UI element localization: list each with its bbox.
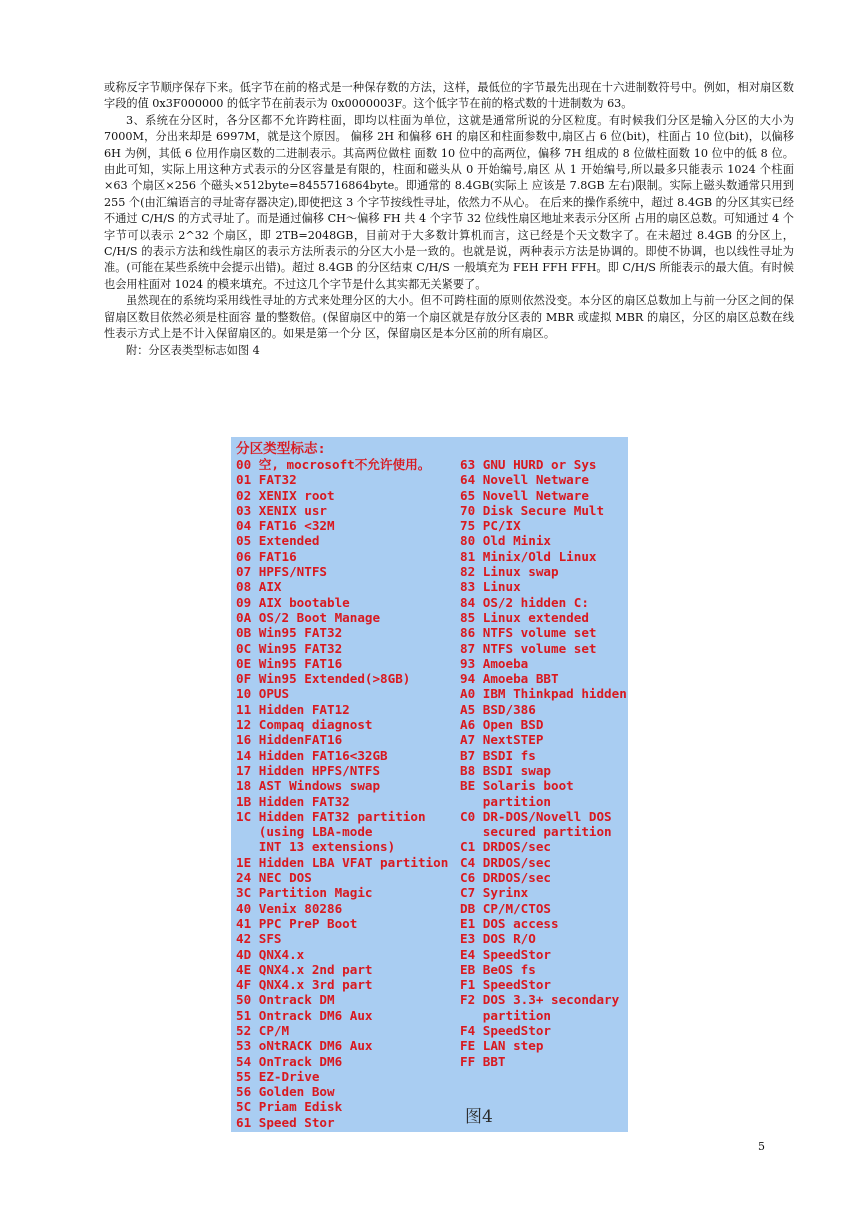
left-entry: 08 AIX: [236, 579, 282, 595]
right-entry: 81 Minix/Old Linux: [460, 548, 597, 564]
right-entry: E3 DOS R/O: [460, 931, 536, 947]
right-entry: F1 SpeedStor: [460, 977, 551, 993]
left-entry: 24 NEC DOS: [236, 870, 312, 886]
page-number: 5: [758, 1140, 765, 1153]
right-entry: A5 BSD/386: [460, 701, 536, 717]
left-entry: 53 oNtRACK DM6 Aux: [236, 1038, 373, 1054]
paragraph-4: 附：分区表类型标志如图 4: [126, 343, 260, 357]
left-entry: 16 HiddenFAT16: [236, 732, 343, 748]
left-entry: 0F Win95 Extended(>8GB): [236, 671, 411, 687]
right-entry: B7 BSDI fs: [460, 747, 536, 763]
right-entry: partition: [460, 1007, 551, 1023]
left-entry: 52 CP/M: [236, 1022, 290, 1038]
right-entry: C6 DRDOS/sec: [460, 870, 551, 886]
left-entry: 11 Hidden FAT12: [236, 701, 350, 717]
left-entry: 50 Ontrack DM: [236, 992, 335, 1008]
left-entry: 01 FAT32: [236, 472, 297, 488]
left-entry: 55 EZ-Drive: [236, 1068, 320, 1084]
right-entry: 85 Linux extended: [460, 609, 589, 625]
right-entry: E4 SpeedStor: [460, 946, 551, 962]
body-text: [104, 80, 794, 359]
left-column: [236, 457, 456, 1130]
left-entry: 40 Venix 80286: [236, 900, 343, 916]
left-entry: 1E Hidden LBA VFAT partition: [236, 854, 449, 870]
right-entry: B8 BSDI swap: [460, 762, 551, 778]
right-entry: C7 Syrinx: [460, 885, 529, 901]
right-entry: 70 Disk Secure Mult: [460, 502, 605, 518]
right-entry: 93 Amoeba: [460, 655, 529, 671]
left-entry: 0C Win95 FAT32: [236, 640, 343, 656]
left-entry: INT 13 extensions): [236, 839, 396, 855]
paragraph-3: 虽然现在的系统均采用线性寻址的方式来处理分区的大小。但不可跨柱面的原则依然没变。本分区的扇区总数加上与前一分区之间的保留扇区数目依然必须是柱面容 量的整数倍。(保留扇区中的第一个扇区就是存放分区表的 MBR 或虚拟 MBR 的扇区，分区的扇区总数在线性表示方式上是不计入保留扇区的。如果是第一个分 区，保留扇区是本分区前的所有扇区。: [104, 294, 794, 341]
paragraph-2: 3、系统在分区时，各分区都不允许跨柱面，即均以柱面为单位，这就是通常所说的分区粒度。有时候我们分区是输入分区的大小为 7000M，分出来却是 6997M，就是这个原因。 偏移 2H 和偏移 6H 的扇区和柱面参数中,扇区占 6 位(bit)，柱面占 10 位(bit)，以偏移 6H 为例，其低 6 位用作扇区数的二进制表示。其高两位做柱 面数 10 位中的高两位，偏移 7H 组成的 8 位做柱面数 10 位中的低 8 位。由此可知，实际上用这种方式表示的分区容量是有限的，柱面和磁头从 0 开始编号,扇区 从 1 开始编号,所以最多只能表示 1024 个柱面×63 个扇区×256 个磁头×512byte=8455716864byte。即通常的 8.4GB(实际上 应该是 7.8GB 左右)限制。实际上磁头数通常只用到 255 个(由汇编语言的寻址寄存器决定),即使把这 3 个字节按线性寻址，依然力不从心。 在后来的操作系统中，超过 8.4GB 的分区其实已经不通过 C/H/S 的方式寻址了。而是通过偏移 CH～偏移 FH 共 4 个字节 32 位线性扇区地址来表示分区所 占用的扇区总数。可知通过 4 个字节可以表示 2^32 个扇区，即 2TB=2048GB，目前对于大多数计算机而言，这已经是个天文数字了。在未超过 8.4GB 的分区上，C/H/S 的表示方法和线性扇区的表示方法所表示的分区大小是一致的。也就是说，两种表示方法是协调的。即使不协调，也以线性寻址为 准。(可能在某些系统中会提示出错)。超过 8.4GB 的分区结束 C/H/S 一般填充为 FEH FFH FFH。即 C/H/S 所能表示的最大值。有时候也会用柱面对 1024 的模来填充。不过这几个字节是什么其实都无关紧要了。: [104, 113, 794, 291]
left-entry: 00 空, mocrosoft不允许使用。: [236, 457, 431, 472]
right-entry: F4 SpeedStor: [460, 1022, 551, 1038]
left-entry: 02 XENIX root: [236, 487, 335, 503]
left-entry: 5C Priam Edisk: [236, 1099, 343, 1115]
left-entry: 06 FAT16: [236, 548, 297, 564]
left-entry: 09 AIX bootable: [236, 594, 350, 610]
right-entry: F2 DOS 3.3+ secondary: [460, 992, 620, 1008]
left-entry: 12 Compaq diagnost: [236, 717, 373, 733]
left-entry: 61 Speed Stor: [236, 1114, 335, 1130]
right-entry: C4 DRDOS/sec: [460, 854, 551, 870]
right-entry: 86 NTFS volume set: [460, 625, 597, 641]
left-entry: 41 PPC PreP Boot: [236, 915, 358, 931]
left-entry: 1B Hidden FAT32: [236, 793, 350, 809]
right-entry: C1 DRDOS/sec: [460, 839, 551, 855]
left-entry: 18 AST Windows swap: [236, 778, 381, 794]
right-entry: 80 Old Minix: [460, 533, 551, 549]
left-entry: 07 HPFS/NTFS: [236, 564, 327, 580]
right-entry: 83 Linux: [460, 579, 521, 595]
figure-title: 分区类型标志:: [236, 441, 326, 457]
right-entry: DB CP/M/CTOS: [460, 900, 551, 916]
right-entry: FF BBT: [460, 1053, 506, 1069]
left-entry: 54 OnTrack DM6: [236, 1053, 343, 1069]
right-entry: 82 Linux swap: [460, 564, 559, 580]
paragraph-1: 或称反字节顺序保存下来。低字节在前的格式是一种保存数的方法，这样，最低位的字节最先出现在十六进制数符号中。例如，相对扇区数字段的值 0x3F000000 的低字节在前表示为 0x0000003F。这个低字节在前的格式数的十进制数为 63。: [104, 81, 794, 111]
left-entry: 04 FAT16 <32M: [236, 518, 335, 534]
left-entry: 0E Win95 FAT16: [236, 655, 343, 671]
left-entry: 03 XENIX usr: [236, 502, 327, 518]
right-entry: 84 OS/2 hidden C:: [460, 594, 589, 610]
left-entry: 56 Golden Bow: [236, 1084, 335, 1100]
left-entry: 10 OPUS: [236, 686, 290, 702]
right-entry: A7 NextSTEP: [460, 732, 544, 748]
right-entry: C0 DR-DOS/Novell DOS: [460, 808, 612, 824]
right-entry: 65 Novell Netware: [460, 487, 589, 503]
right-entry: secured partition: [460, 824, 612, 840]
left-entry: 3C Partition Magic: [236, 885, 373, 901]
right-entry: FE LAN step: [460, 1038, 544, 1054]
right-entry: 63 GNU HURD or Sys: [460, 457, 597, 472]
left-entry: 17 Hidden HPFS/NTFS: [236, 762, 381, 778]
partition-type-figure: [231, 437, 628, 1132]
right-entry: E1 DOS access: [460, 915, 559, 931]
right-entry: 94 Amoeba BBT: [460, 671, 559, 687]
left-entry: 0B Win95 FAT32: [236, 625, 343, 641]
left-entry: 05 Extended: [236, 533, 320, 549]
right-column: [460, 457, 628, 1069]
right-entry: A0 IBM Thinkpad hidden: [460, 686, 627, 702]
right-entry: 87 NTFS volume set: [460, 640, 597, 656]
left-entry: 14 Hidden FAT16<32GB: [236, 747, 388, 763]
right-entry: EB BeOS fs: [460, 961, 536, 977]
right-entry: 75 PC/IX: [460, 518, 521, 534]
left-entry: 42 SFS: [236, 931, 282, 947]
left-entry: 0A OS/2 Boot Manage: [236, 609, 381, 625]
right-entry: BE Solaris boot: [460, 778, 574, 794]
left-entry: (using LBA-mode: [236, 824, 373, 840]
left-entry: 1C Hidden FAT32 partition: [236, 808, 426, 824]
figure-label: 图4: [465, 1107, 493, 1127]
left-entry: 4F QNX4.x 3rd part: [236, 977, 373, 993]
right-entry: A6 Open BSD: [460, 717, 544, 733]
left-entry: 4E QNX4.x 2nd part: [236, 961, 373, 977]
left-entry: 4D QNX4.x: [236, 946, 305, 962]
right-entry: 64 Novell Netware: [460, 472, 589, 488]
right-entry: partition: [460, 793, 551, 809]
left-entry: 51 Ontrack DM6 Aux: [236, 1007, 373, 1023]
